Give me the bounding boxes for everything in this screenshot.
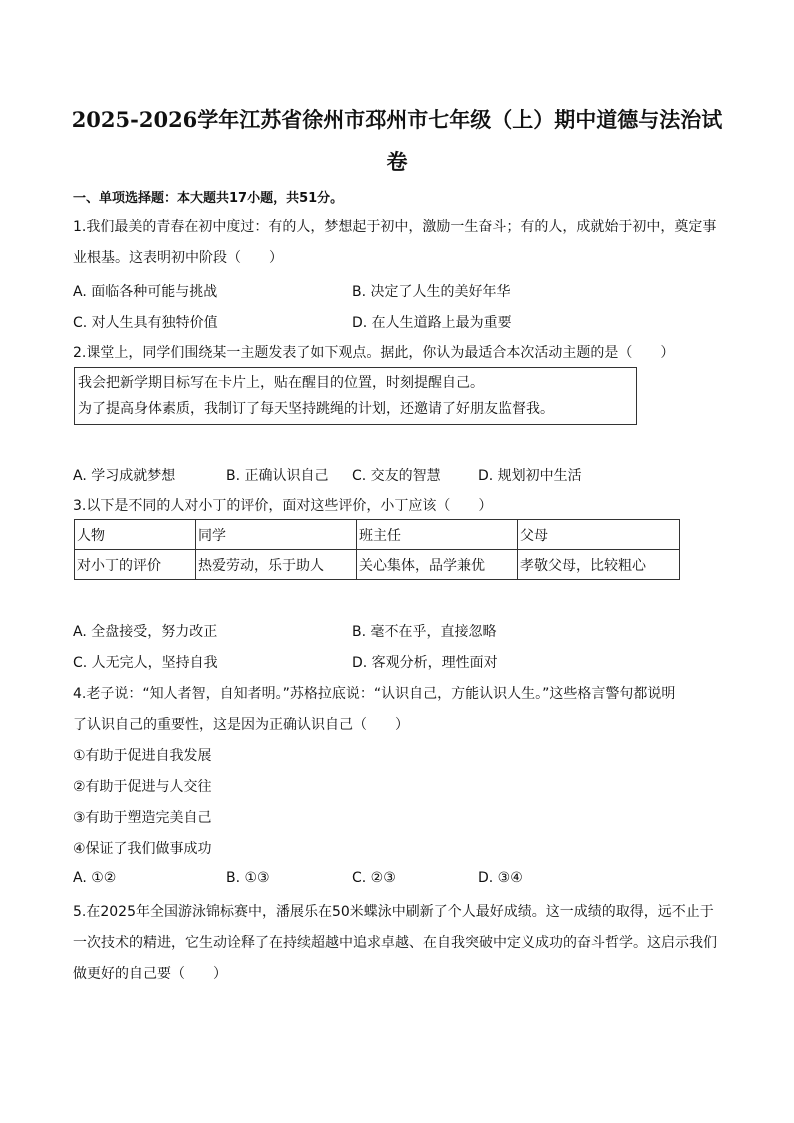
q4-statement-2: ②有助于促进与人交往: [73, 779, 212, 795]
q1-option-c: C. 对人生具有独特价值: [73, 315, 218, 331]
q2-stem: 2.课堂上，同学们围绕某一主题发表了如下观点。据此，你认为最适合本次活动主题的是（ ）: [73, 345, 675, 361]
table-cell: 孝敬父母，比较粗心: [518, 550, 680, 580]
q4-option-b: B. ①③: [226, 870, 270, 886]
q3-option-b: B. 毫不在乎，直接忽略: [352, 624, 497, 640]
q3-evaluation-table: [74, 519, 680, 580]
q1-option-d: D. 在人生道路上最为重要: [352, 315, 512, 331]
table-header-cell: 父母: [518, 520, 680, 550]
table-header-cell: 人物: [75, 520, 196, 550]
q2-option-d: D. 规划初中生活: [478, 468, 582, 484]
exam-title-continued: 卷: [386, 149, 408, 174]
table-header-cell: 同学: [196, 520, 357, 550]
q5-stem: 5.在2025年全国游泳锦标赛中，潘展乐在50米蝶泳中刷新了个人最好成绩。这一成绩的取得，远不止于: [73, 904, 714, 920]
q3-stem: 3.以下是不同的人对小丁的评价，面对这些评价，小丁应该（ ）: [73, 498, 493, 514]
q1-stem: 1.我们最美的青春在初中度过：有的人，梦想起于初中，激励一生奋斗；有的人，成就始于初中，奠定事: [73, 219, 717, 235]
q4-stem: 4.老子说：“知人者智，自知者明。”苏格拉底说：“认识自己，方能认识人生。”这些格言警句都说明: [73, 686, 676, 702]
q2-option-a: A. 学习成就梦想: [73, 468, 176, 484]
q1-option-b: B. 决定了人生的美好年华: [352, 284, 511, 300]
q2-viewpoint-1: 我会把新学期目标写在卡片上，贴在醒目的位置，时刻提醒自己。: [78, 375, 484, 391]
q4-statement-4: ④保证了我们做事成功: [73, 841, 212, 857]
q4-option-c: C. ②③: [352, 870, 396, 886]
q5-stem-continued: 一次技术的精进，它生动诠释了在持续超越中追求卓越、在自我突破中定义成功的奋斗哲学。这启示我们: [73, 935, 717, 951]
q1-option-a: A. 面临各种可能与挑战: [73, 284, 218, 300]
table-cell: 对小丁的评价: [75, 550, 196, 580]
q4-statement-3: ③有助于塑造完美自己: [73, 810, 212, 826]
exam-title: 2025-2026学年江苏省徐州市邳州市七年级（上）期中道德与法治试: [71, 107, 723, 132]
table-header-row: [75, 520, 680, 550]
q3-option-c: C. 人无完人，坚持自我: [73, 655, 218, 671]
q5-stem-continued-2: 做更好的自己要（ ）: [73, 966, 227, 982]
q4-option-a: A. ①②: [73, 870, 117, 886]
q2-option-b: B. 正确认识自己: [226, 468, 329, 484]
table-row: [75, 550, 680, 580]
table-cell: 关心集体，品学兼优: [357, 550, 518, 580]
q4-stem-continued: 了认识自己的重要性，这是因为正确认识自己（ ）: [73, 717, 409, 733]
q2-viewpoint-2: 为了提高身体素质，我制订了每天坚持跳绳的计划，还邀请了好朋友监督我。: [78, 401, 554, 417]
q2-option-c: C. 交友的智慧: [352, 468, 441, 484]
table-cell: 热爱劳动，乐于助人: [196, 550, 357, 580]
q4-option-d: D. ③④: [478, 870, 523, 886]
q1-stem-continued: 业根基。这表明初中阶段（ ）: [73, 250, 283, 266]
table-header-cell: 班主任: [357, 520, 518, 550]
q4-statement-1: ①有助于促进自我发展: [73, 748, 212, 764]
q3-option-a: A. 全盘接受，努力改正: [73, 624, 218, 640]
q2-viewpoint-box: [74, 367, 637, 425]
section-heading: 一、单项选择题：本大题共17小题，共51分。: [73, 191, 344, 206]
q3-option-d: D. 客观分析，理性面对: [352, 655, 498, 671]
